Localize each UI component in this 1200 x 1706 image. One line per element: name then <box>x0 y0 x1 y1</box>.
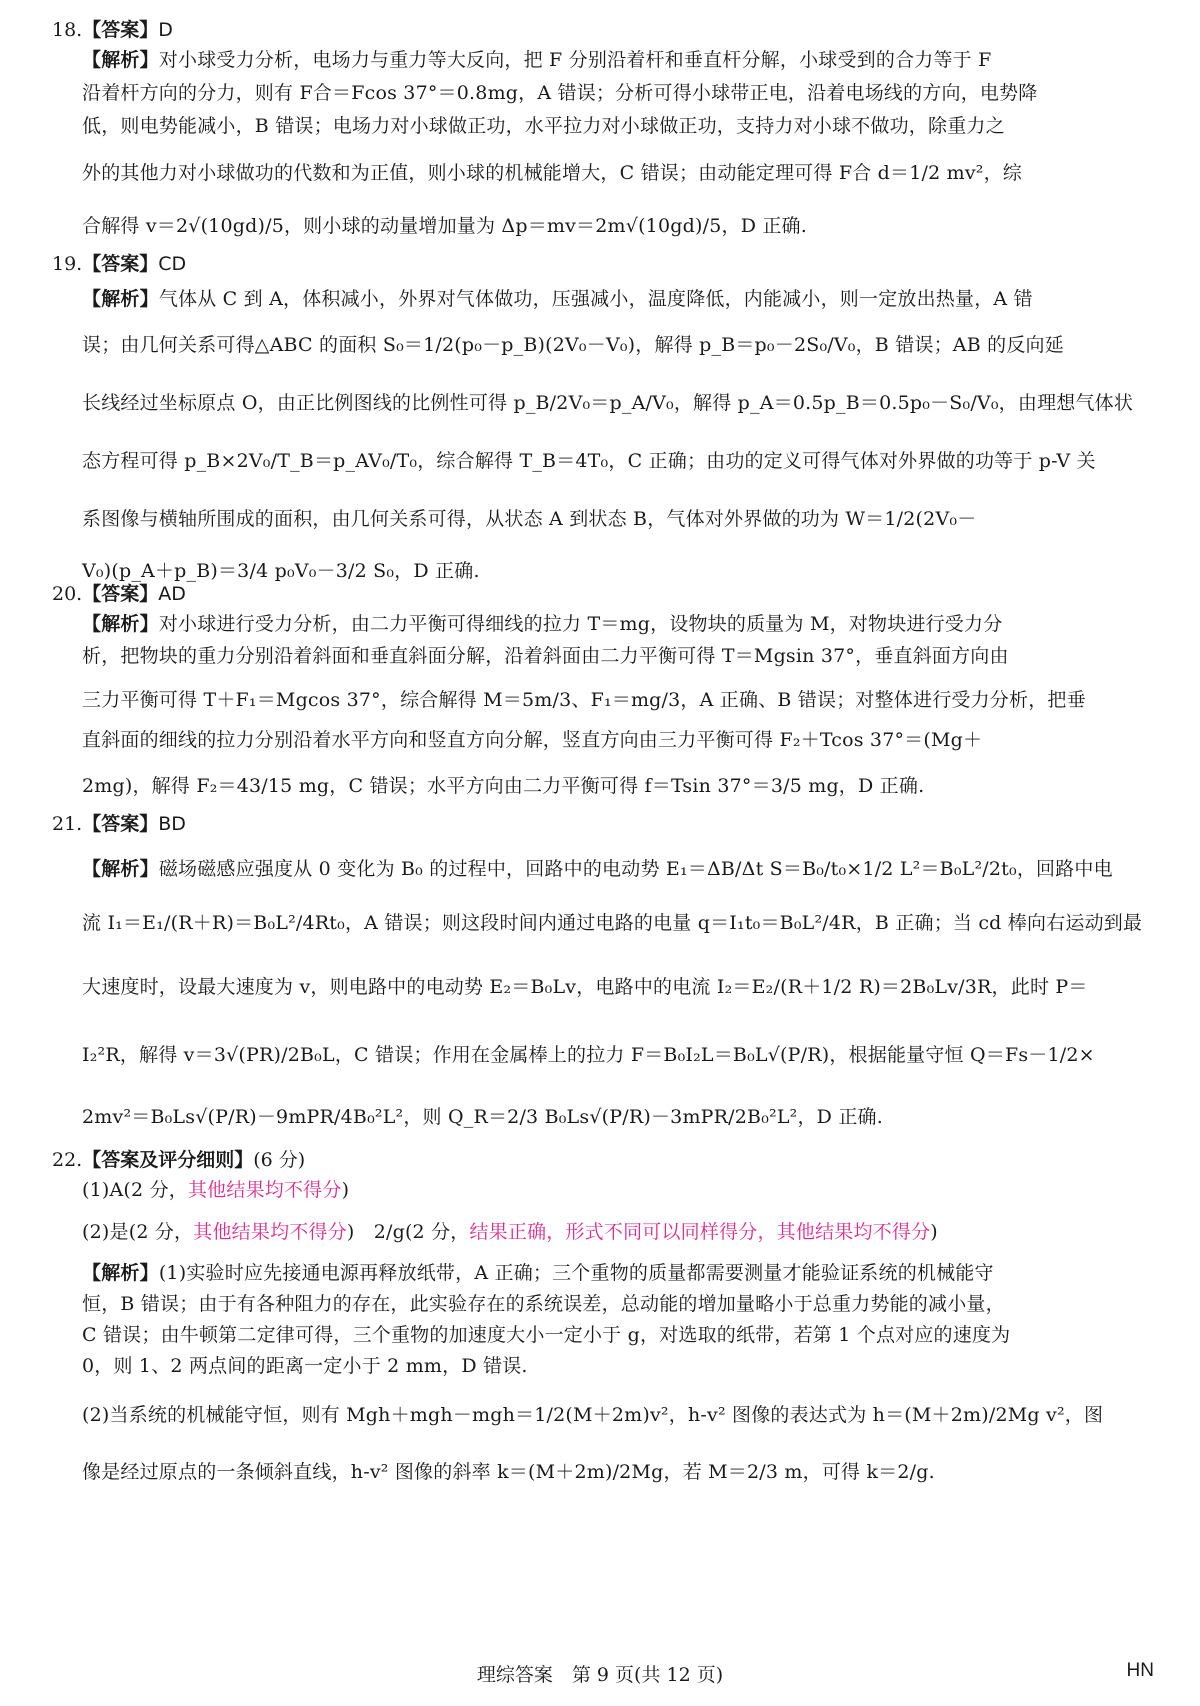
region-code: HN <box>1126 1660 1154 1681</box>
explanation-line: 系图像与横轴所围成的面积，由几何关系可得，从状态 A 到状态 B，气体对外界做的功为 W＝1/2(2V₀－ <box>82 508 977 530</box>
question-22-explanation <box>82 1258 1158 1488</box>
scoring-text: ) <box>930 1221 938 1243</box>
explanation-line: 气体从 C 到 A，体积减小，外界对气体做功，压强减小，温度降低，内能减小，则一定放出热量，A 错 <box>158 288 1033 310</box>
question-18-explanation <box>82 44 1158 243</box>
explanation-line: 对小球受力分析，电场力与重力等大反向，把 F 分别沿着杆和垂直杆分解，小球受到的合力等于 F <box>158 49 992 71</box>
explanation-line: (1)实验时应先接通电源再释放纸带，A 正确；三个重物的质量都需要测量才能验证系统的机械能守 <box>158 1262 994 1284</box>
answer-value: BD <box>158 813 186 835</box>
answer-label: 【答案】 <box>82 813 159 835</box>
question-22-header <box>52 1146 305 1174</box>
scoring-part-1 <box>82 1174 1158 1206</box>
answer-label: 【答案及评分细则】 <box>82 1149 254 1171</box>
explanation-line: 合解得 v＝2√(10gd)/5，则小球的动量增加量为 Δp＝mv＝2m√(10gd)/5，D 正确. <box>82 215 808 237</box>
explanation-line: 低，则电势能减小，B 错误；电场力对小球做正功，水平拉力对小球做正功，支持力对小球不做功，除重力之 <box>82 115 1005 137</box>
question-20-header <box>52 580 186 608</box>
explanation-label: 【解析】 <box>82 288 159 310</box>
explanation-line: 长线经过坐标原点 O，由正比例图线的比例性可得 p_B/2V₀＝p_A/V₀，解得 p_A＝0.5p_B＝0.5p₀－S₀/V₀，由理想气体状 <box>82 392 1134 414</box>
explanation-line: 像是经过原点的一条倾斜直线，h-v² 图像的斜率 k＝(M＋2m)/2Mg，若 M＝2/3 m，可得 k＝2/g. <box>82 1461 935 1483</box>
question-19-explanation <box>82 282 1158 588</box>
question-number: 20. <box>52 583 83 605</box>
scoring-note: 其他结果均不得分 <box>193 1221 347 1243</box>
scoring-part-2 <box>82 1216 1158 1248</box>
scoring-text: ) <box>341 1179 350 1201</box>
question-20-explanation <box>82 608 1158 802</box>
score: (6 分) <box>253 1149 306 1171</box>
scoring-text: (1)A(2 分， <box>82 1179 188 1201</box>
question-number: 22. <box>52 1149 83 1171</box>
explanation-line: 2mv²＝B₀Ls√(P/R)－9mPR/4B₀²L²，则 Q_R＝2/3 B₀Ls√(P/R)－3mPR/2B₀²L²，D 正确. <box>82 1106 883 1128</box>
page-number: 理综答案 第 9 页(共 12 页) <box>476 1664 724 1686</box>
explanation-line: 沿着杆方向的分力，则有 F合＝Fcos 37°＝0.8mg，A 错误；分析可得小球带正电，沿着电场线的方向，电势降 <box>82 82 1038 104</box>
explanation-line: 析，把物块的重力分别沿着斜面和垂直斜面分解，沿着斜面由二力平衡可得 T＝Mgsin 37°，垂直斜面方向由 <box>82 645 1009 667</box>
explanation-line: 恒，B 错误；由于有各种阻力的存在，此实验存在的系统误差，总动能的增加量略小于总重力势能的减小量， <box>82 1293 1005 1315</box>
scoring-note: 结果正确，形式不同可以同样得分，其他结果均不得分 <box>469 1221 931 1243</box>
explanation-line: 0，则 1、2 两点间的距离一定小于 2 mm，D 错误. <box>82 1355 528 1377</box>
question-number: 21. <box>52 813 83 835</box>
explanation-line: 磁场磁感应强度从 0 变化为 B₀ 的过程中，回路中的电动势 E₁＝ΔB/Δt S＝B₀/t₀×1/2 L²＝B₀L²/2t₀，回路中电 <box>158 858 1113 880</box>
explanation-line: C 错误；由牛顿第二定律可得，三个重物的加速度大小一定小于 g，对选取的纸带，若第 1 个点对应的速度为 <box>82 1324 1011 1346</box>
answer-value: AD <box>158 583 186 605</box>
explanation-line: 大速度时，设最大速度为 v，则电路中的电动势 E₂＝B₀Lv，电路中的电流 I₂＝E₂/(R＋1/2 R)＝2B₀Lv/3R，此时 P＝ <box>82 976 1088 998</box>
answer-value: CD <box>158 253 187 275</box>
explanation-label: 【解析】 <box>82 858 159 880</box>
question-19-header <box>52 250 186 278</box>
explanation-line: 三力平衡可得 T＋F₁＝Mgcos 37°，综合解得 M＝5m/3、F₁＝mg/3，A 正确、B 错误；对整体进行受力分析，把垂 <box>82 689 1086 711</box>
explanation-label: 【解析】 <box>82 49 159 71</box>
explanation-label: 【解析】 <box>82 1262 159 1284</box>
explanation-line: 外的其他力对小球做功的代数和为正值，则小球的机械能增大，C 错误；由动能定理可得 F合 d＝1/2 mv²，综 <box>82 162 1022 184</box>
scoring-note: 其他结果均不得分 <box>187 1179 342 1201</box>
explanation-line: 2mg)，解得 F₂＝43/15 mg，C 错误；水平方向由二力平衡可得 f＝Tsin 37°＝3/5 mg，D 正确. <box>82 775 925 797</box>
question-18-header <box>52 16 173 44</box>
explanation-line: V₀)(p_A＋p_B)＝3/4 p₀V₀－3/2 S₀，D 正确. <box>82 560 480 582</box>
scoring-text: ) 2/g(2 分， <box>346 1221 470 1243</box>
answer-label: 【答案】 <box>82 253 159 275</box>
scoring-text: (2)是(2 分， <box>82 1221 194 1243</box>
answer-label: 【答案】 <box>82 583 159 605</box>
question-number: 19. <box>52 253 83 275</box>
question-22-scoring <box>82 1174 1158 1248</box>
explanation-line: 直斜面的细线的拉力分别沿着水平方向和竖直方向分解，竖直方向由三力平衡可得 F₂＋Tcos 37°＝(Mg＋ <box>82 729 983 751</box>
explanation-line: (2)当系统的机械能守恒，则有 Mgh＋mgh－mgh＝1/2(M＋2m)v²，h-v² 图像的表达式为 h＝(M＋2m)/2Mg v²，图 <box>82 1404 1104 1426</box>
answer-label: 【答案】 <box>82 19 159 41</box>
explanation-line: 对小球进行受力分析，由二力平衡可得细线的拉力 T＝mg，设物块的质量为 M，对物块进行受力分 <box>158 613 1003 635</box>
question-number: 18. <box>52 19 83 41</box>
explanation-label: 【解析】 <box>82 613 159 635</box>
question-21-explanation <box>82 852 1158 1134</box>
explanation-line: I₂²R，解得 v＝3√(PR)/2B₀L，C 错误；作用在金属棒上的拉力 F＝B₀I₂L＝B₀L√(P/R)，根据能量守恒 Q＝Fs－1/2× <box>82 1044 1095 1066</box>
explanation-line: 流 I₁＝E₁/(R＋R)＝B₀L²/4Rt₀，A 错误；则这段时间内通过电路的电量 q＝I₁t₀＝B₀L²/4R，B 正确；当 cd 棒向右运动到最 <box>82 912 1143 934</box>
explanation-line: 态方程可得 p_B×2V₀/T_B＝p_AV₀/T₀，综合解得 T_B＝4T₀，C 正确；由功的定义可得气体对外界做的功等于 p-V 关 <box>82 450 1096 472</box>
explanation-line: 误；由几何关系可得△ABC 的面积 S₀＝1/2(p₀－p_B)(2V₀－V₀)，解得 p_B＝p₀－2S₀/V₀，B 错误；AB 的反向延 <box>82 334 1064 356</box>
question-21-header <box>52 810 186 838</box>
answer-value: D <box>158 19 173 41</box>
